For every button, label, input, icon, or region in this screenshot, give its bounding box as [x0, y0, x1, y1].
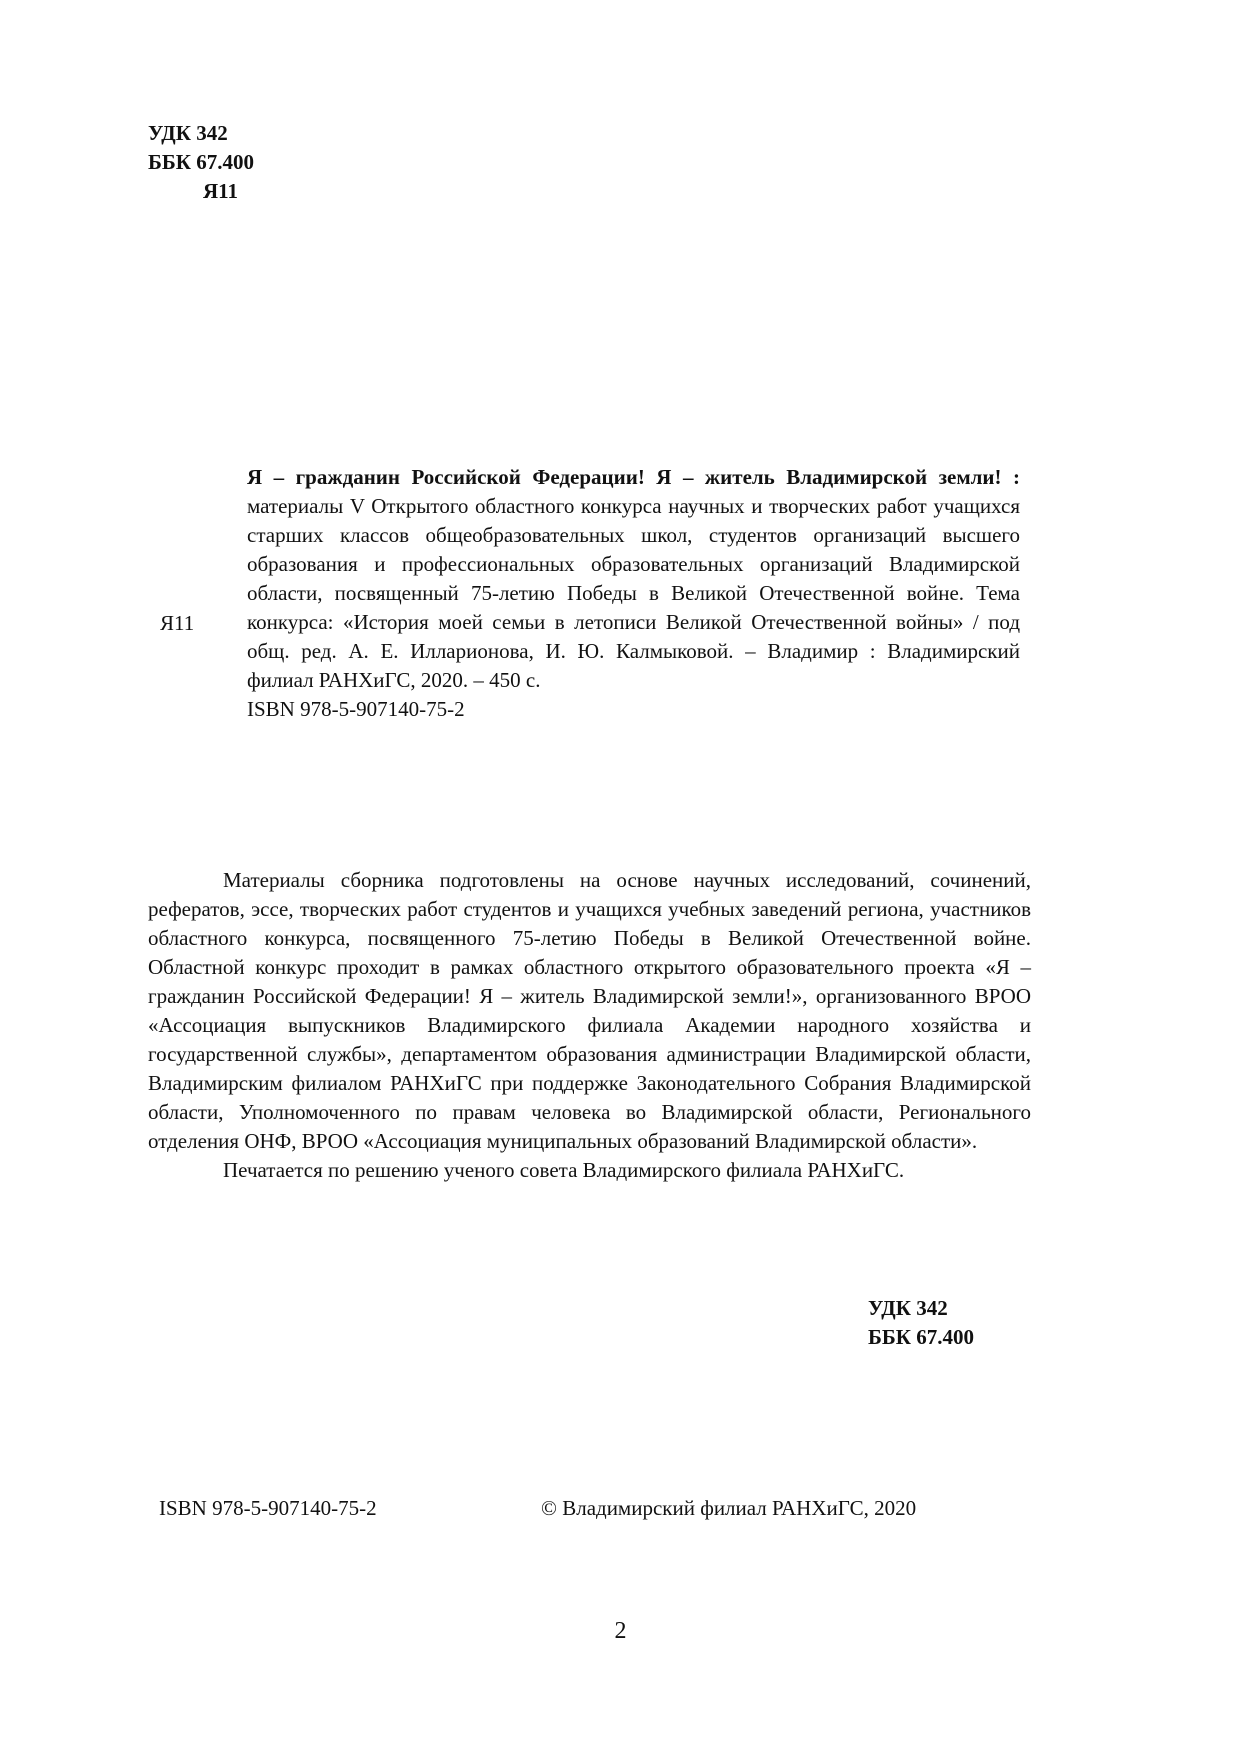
abstract-paragraph-print-note: Печатается по решению ученого совета Владимирского филиала РАНХиГС. — [223, 1158, 905, 1182]
bbk-code: ББК 67.400 — [148, 150, 254, 174]
bibliographic-record — [247, 463, 1020, 724]
page-number: 2 — [614, 1618, 627, 1644]
bbk-code-bottom: ББК 67.400 — [868, 1325, 974, 1349]
book-description: материалы V Открытого областного конкурса научных и творческих работ учащихся старших классов общеобразовательных школ, студентов организаций высшего образования и профессиональных образовательных организаций Владимирской области, посвященный 75-летию Победы в Великой Отечественной войне. Тема конкурса: «История моей семьи в летописи Великой Отечественной войны» / под общ. ред. А. Е. Илларионова, И. Ю. Калмыковой. – Владимир : Владимирский филиал РАНХиГС, 2020. – 450 с. — [247, 494, 1020, 692]
footer-copyright: © Владимирский филиал РАНХиГС, 2020 — [541, 1496, 917, 1520]
footer-isbn: ISBN 978-5-907140-75-2 — [159, 1496, 377, 1520]
author-mark-top: Я11 — [203, 179, 239, 203]
bibliographic-description — [247, 463, 1020, 695]
author-mark-side: Я11 — [160, 611, 195, 635]
bibliographic-isbn: ISBN 978-5-907140-75-2 — [247, 697, 465, 721]
udk-code: УДК 342 — [148, 121, 228, 145]
classification-codes-bottom — [868, 1294, 974, 1352]
abstract-paragraph: Материалы сборника подготовлены на основе научных исследований, сочинений, рефератов, эссе, творческих работ студентов и учащихся учебных заведений региона, участников областного конкурса, посвященного 75-летию Победы в Великой Отечественной войне. Областной конкурс проходит в рамках областного открытого образовательного проекта «Я – гражданин Российской Федерации! Я – житель Владимирской земли!», организованного ВРОО «Ассоциация выпускников Владимирского филиала Академии народного хозяйства и государственной службы», департаментом образования администрации Владимирской области, Владимирским филиалом РАНХиГС при поддержке Законодательного Собрания Владимирской области, Уполномоченного по правам человека во Владимирской области, Регионального отделения ОНФ, ВРОО «Ассоциация муниципальных образований Владимирской области». — [148, 868, 1031, 1153]
classification-codes — [148, 119, 254, 206]
abstract — [148, 866, 1031, 1185]
book-title: Я – гражданин Российской Федерации! Я – житель Владимирской земли! : — [247, 465, 1020, 489]
udk-code-bottom: УДК 342 — [868, 1296, 948, 1320]
